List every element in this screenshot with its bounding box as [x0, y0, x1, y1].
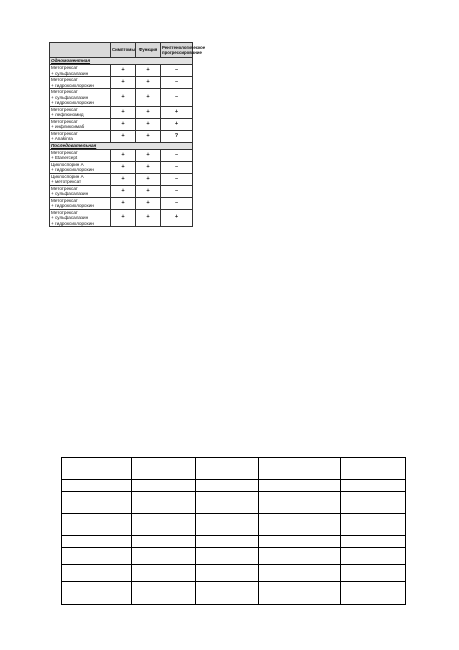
- grid-cell: [132, 582, 196, 605]
- header-function: Функция: [136, 43, 161, 58]
- xray-cell: –: [161, 65, 193, 77]
- drug-line: Метотрексат: [51, 149, 78, 155]
- empty-grid-table: [61, 457, 406, 605]
- function-cell: +: [136, 65, 161, 77]
- grid-cell: [132, 480, 196, 492]
- symptoms-cell: +: [111, 197, 136, 209]
- table-row: [50, 185, 193, 197]
- xray-cell: –: [161, 173, 193, 185]
- grid-cell: [341, 492, 406, 514]
- drug-line: Метотрексат: [51, 130, 78, 136]
- drug-cell: [50, 197, 111, 209]
- drug-cell: [50, 65, 111, 77]
- header-drug: [50, 43, 111, 58]
- drug-cell: [50, 89, 111, 107]
- symptoms-cell: +: [111, 149, 136, 161]
- drug-line: + сульфасалазин: [51, 70, 89, 76]
- grid-row: [62, 536, 406, 548]
- drug-line: + гидроксихлорохин: [51, 167, 94, 172]
- grid-cell: [259, 536, 341, 548]
- function-cell: +: [136, 118, 161, 130]
- symptoms-cell: +: [111, 77, 136, 89]
- xray-cell: –: [161, 161, 193, 173]
- function-cell: +: [136, 149, 161, 161]
- table-header-row: [50, 43, 193, 58]
- symptoms-cell: +: [111, 118, 136, 130]
- drug-line: Метотрексат: [51, 77, 78, 82]
- grid-cell: [341, 582, 406, 605]
- grid-cell: [132, 458, 196, 480]
- section-row: [50, 58, 193, 65]
- grid-cell: [341, 480, 406, 492]
- table-row: [50, 118, 193, 130]
- drug-line: + лефлюномид: [51, 112, 84, 117]
- drug-line: Метотрексат: [51, 185, 78, 191]
- table-row: [50, 77, 193, 89]
- drug-line: Метотрексат: [51, 118, 78, 124]
- drug-cell: [50, 106, 111, 118]
- grid-row: [62, 514, 406, 536]
- table-row: [50, 197, 193, 209]
- grid-cell: [341, 565, 406, 582]
- grid-cell: [341, 514, 406, 536]
- symptoms-cell: +: [111, 173, 136, 185]
- section-title: Одномоментная: [50, 58, 193, 65]
- grid-cell: [132, 565, 196, 582]
- grid-row: [62, 492, 406, 514]
- symptoms-cell: +: [111, 65, 136, 77]
- grid-cell: [196, 536, 259, 548]
- grid-cell: [341, 536, 406, 548]
- drug-line: Метотрексат: [51, 65, 78, 70]
- drug-line: Циклоспорин А: [51, 173, 84, 179]
- grid-cell: [132, 492, 196, 514]
- grid-cell: [62, 582, 132, 605]
- drug-cell: [50, 173, 111, 185]
- drug-line: Циклоспорин А: [51, 161, 84, 167]
- xray-cell: –: [161, 89, 193, 107]
- xray-cell: ?: [161, 130, 193, 142]
- drug-line: + метотрексат: [51, 179, 82, 184]
- table-row: [50, 130, 193, 142]
- grid-cell: [62, 492, 132, 514]
- grid-row: [62, 548, 406, 565]
- table-row: [50, 106, 193, 118]
- table-row: [50, 65, 193, 77]
- grid-cell: [132, 536, 196, 548]
- section-row: [50, 142, 193, 149]
- drug-line: Метотрексат: [51, 197, 78, 203]
- xray-cell: +: [161, 118, 193, 130]
- grid-cell: [259, 458, 341, 480]
- symptoms-cell: +: [111, 106, 136, 118]
- grid-row: [62, 480, 406, 492]
- xray-cell: +: [161, 106, 193, 118]
- drug-line: + гидроксихлорохин: [51, 100, 94, 105]
- function-cell: +: [136, 161, 161, 173]
- grid-cell: [62, 458, 132, 480]
- drug-cell: [50, 161, 111, 173]
- grid-cell: [341, 548, 406, 565]
- header-symptoms: Симптомы: [111, 43, 136, 58]
- function-cell: +: [136, 106, 161, 118]
- drug-line: + сульфасалазин: [51, 94, 89, 100]
- function-cell: +: [136, 185, 161, 197]
- drug-cell: [50, 209, 111, 227]
- table-row: [50, 149, 193, 161]
- grid-cell: [259, 582, 341, 605]
- grid-cell: [62, 548, 132, 565]
- drug-cell: [50, 185, 111, 197]
- function-cell: +: [136, 173, 161, 185]
- grid-cell: [62, 565, 132, 582]
- grid-row: [62, 565, 406, 582]
- xray-cell: –: [161, 77, 193, 89]
- grid-cell: [132, 548, 196, 565]
- drug-cell: [50, 130, 111, 142]
- grid-cell: [132, 514, 196, 536]
- section-title: Последовательная: [50, 142, 193, 149]
- drug-line: + гидроксихлорохин: [51, 82, 94, 88]
- drug-line: + гидроксихлорохин: [51, 203, 94, 208]
- grid-cell: [62, 514, 132, 536]
- drug-line: + сульфасалазин: [51, 215, 89, 220]
- xray-cell: +: [161, 209, 193, 227]
- function-cell: +: [136, 77, 161, 89]
- grid-cell: [196, 548, 259, 565]
- table-row: [50, 173, 193, 185]
- function-cell: +: [136, 209, 161, 227]
- grid-cell: [196, 514, 259, 536]
- symptoms-cell: +: [111, 209, 136, 227]
- table-row: [50, 209, 193, 227]
- drug-line: + гидроксихлорохин: [51, 220, 94, 226]
- grid-cell: [259, 565, 341, 582]
- grid-cell: [196, 458, 259, 480]
- grid-row: [62, 458, 406, 480]
- xray-cell: –: [161, 149, 193, 161]
- grid-cell: [259, 548, 341, 565]
- drug-line: + инфликсимаб: [51, 124, 85, 129]
- grid-cell: [259, 480, 341, 492]
- table-row: [50, 161, 193, 173]
- grid-cell: [196, 492, 259, 514]
- drug-line: Метотрексат: [51, 106, 78, 112]
- table-body: [50, 58, 193, 227]
- grid-cell: [62, 480, 132, 492]
- grid-row: [62, 582, 406, 605]
- function-cell: +: [136, 130, 161, 142]
- xray-cell: –: [161, 185, 193, 197]
- drug-cell: [50, 149, 111, 161]
- empty-grid-body: [62, 458, 406, 605]
- grid-cell: [196, 582, 259, 605]
- drug-line: Метотрексат: [51, 89, 78, 94]
- table-row: [50, 89, 193, 107]
- function-cell: +: [136, 197, 161, 209]
- grid-cell: [259, 514, 341, 536]
- symptoms-cell: +: [111, 89, 136, 107]
- drug-line: + Etanercept: [51, 155, 78, 160]
- grid-cell: [196, 565, 259, 582]
- drug-cell: [50, 77, 111, 89]
- grid-cell: [341, 458, 406, 480]
- header-xray: Рентгенологическое прогрессирование: [161, 43, 193, 58]
- drug-cell: [50, 118, 111, 130]
- symptoms-cell: +: [111, 161, 136, 173]
- symptoms-cell: +: [111, 185, 136, 197]
- grid-cell: [62, 536, 132, 548]
- grid-cell: [259, 492, 341, 514]
- drug-line: Метотрексат: [51, 209, 78, 215]
- drug-line: + сульфасалазин: [51, 191, 89, 196]
- grid-cell: [196, 480, 259, 492]
- function-cell: +: [136, 89, 161, 107]
- symptoms-cell: +: [111, 130, 136, 142]
- drug-line: + Anakinra: [51, 136, 73, 141]
- treatment-table: [49, 42, 206, 227]
- xray-cell: –: [161, 197, 193, 209]
